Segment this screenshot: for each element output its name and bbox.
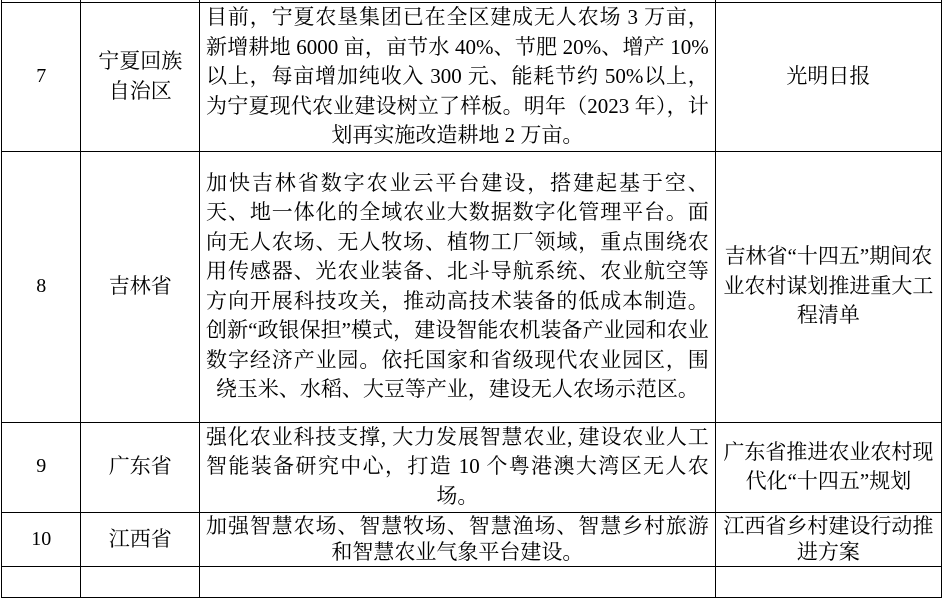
row-number-cell: 9 (2, 422, 81, 512)
table-row (2, 151, 942, 422)
description-cell: 加强智慧农场、智慧牧场、智慧渔场、智慧乡村旅游和智慧农业气象平台建设。 (200, 512, 716, 566)
region-cell: 宁夏回族自治区 (81, 3, 200, 152)
region-cell (81, 566, 200, 597)
row-number-cell: 7 (2, 3, 81, 152)
row-number-cell (2, 566, 81, 597)
region-cell: 江西省 (81, 512, 200, 566)
source-cell: 广东省推进农业农村现代化“十四五”规划 (715, 422, 941, 512)
description-cell: 加快吉林省数字农业云平台建设，搭建起基于空、天、地一体化的全域农业大数据数字化管理平台。面向无人农场、无人牧场、植物工厂领域，重点围绕农用传感器、光农业装备、北斗导航系统、农业航空等方向开展科技攻关，推动高技术装备的低成本制造。创新“政银保担”模式，建设智能农机装备产业园和农业数字经济产业园。依托国家和省级现代农业园区，围绕玉米、水稻、大豆等产业，建设无人农场示范区。 (200, 151, 716, 422)
table-row-partial-bottom (2, 566, 942, 597)
description-cell: 强化农业科技支撑, 大力发展智慧农业, 建设农业人工智能装备研究中心，打造 10 个粤港澳大湾区无人农场。 (200, 422, 716, 512)
table-row (2, 422, 942, 512)
row-number-cell: 10 (2, 512, 81, 566)
source-cell (715, 566, 941, 597)
source-cell: 光明日报 (715, 3, 941, 152)
description-cell: 目前，宁夏农垦集团已在全区建成无人农场 3 万亩，新增耕地 6000 亩，亩节水 40%、节肥 20%、增产 10%以上，每亩增加纯收入 300 元、能耗节约 50%以上，为宁夏现代农业建设树立了样板。明年（2023 年），计划再实施改造耕地 2 万亩。 (200, 3, 716, 152)
provinces-smart-agriculture-table (1, 0, 942, 598)
document-table-region (1, 0, 942, 598)
description-cell (200, 566, 716, 597)
region-cell: 广东省 (81, 422, 200, 512)
source-cell: 江西省乡村建设行动推进方案 (715, 512, 941, 566)
row-number-cell: 8 (2, 151, 81, 422)
source-cell: 吉林省“十四五”期间农业农村谋划推进重大工程清单 (715, 151, 941, 422)
table-row (2, 3, 942, 152)
table-row (2, 512, 942, 566)
region-cell: 吉林省 (81, 151, 200, 422)
